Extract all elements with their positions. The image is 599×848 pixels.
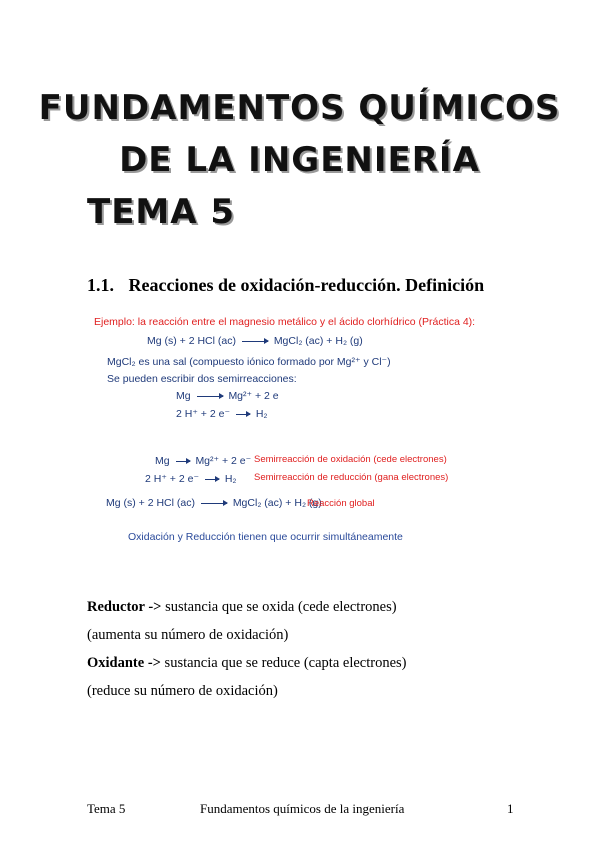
page-number: 1 [507,801,514,816]
example-title: Ejemplo: la reacción entre el magnesio metálico y el ácido clorhídrico (Práctica 4): [94,316,476,328]
oxidante-note: (reduce su número de oxidación) [87,683,278,699]
title-line-2: DE LA INGENIERÍA [119,140,480,180]
red-lhs: 2 H⁺ + 2 e⁻ [145,473,199,485]
title-line-3: TEMA 5 [87,192,236,232]
simultaneous-note: Oxidación y Reducción tienen que ocurrir simultáneamente [128,531,403,543]
reductor-note: (aumenta su número de oxidación) [87,627,289,643]
global-rhs: MgCl₂ (ac) + H₂ (g) [232,497,322,509]
section-number: 1.1. [87,275,114,295]
reductor-def: sustancia que se oxida (cede electrones) [161,599,397,615]
reaction-main [147,335,363,347]
red-rhs: H₂ [224,473,237,485]
arrow-icon [236,414,250,415]
section-heading [87,275,484,296]
half1-lhs: Mg [176,390,191,402]
half-reaction-1 [176,390,279,402]
oxidante-def: sustancia que se reduce (capta electrones) [160,655,407,671]
global-label: Reacción global [307,498,375,509]
reduction-half-reaction [145,473,237,485]
oxidante-term: Oxidante -> [87,655,161,671]
reductor-term: Reductor -> [87,599,162,615]
reaction-rhs: MgCl₂ (ac) + H₂ (g) [273,335,363,347]
half-intro: Se pueden escribir dos semirreacciones: [107,373,297,385]
half2-lhs: 2 H⁺ + 2 e⁻ [176,408,230,420]
footer-center: Fundamentos químicos de la ingeniería [200,801,405,816]
footer-left: Tema 5 [87,801,126,816]
title-line-1: FUNDAMENTOS QUÍMICOS [38,88,561,128]
arrow-icon [205,479,219,480]
section-title: Reacciones de oxidación-reducción. Definición [128,275,485,295]
global-reaction [106,497,322,509]
oxidation-half-reaction [155,455,251,467]
arrow-icon [242,341,268,342]
oxidante-definition [87,655,407,672]
arrow-icon [176,461,190,462]
ox-rhs: Mg²⁺ + 2 e⁻ [195,455,252,467]
reduction-label: Semirreacción de reducción (gana electrones) [254,472,449,483]
half2-rhs: H₂ [255,408,268,420]
reductor-definition [87,599,397,616]
half1-rhs: Mg²⁺ + 2 e [228,390,279,402]
reaction-lhs: Mg (s) + 2 HCl (ac) [147,335,236,347]
salt-note: MgCl₂ es una sal (compuesto iónico formado por Mg²⁺ y Cl⁻) [107,356,391,368]
ox-lhs: Mg [155,455,170,467]
arrow-icon [201,503,227,504]
oxidation-label: Semirreacción de oxidación (cede electrones) [254,454,447,465]
arrow-icon [197,396,223,397]
half-reaction-2 [176,408,268,420]
global-lhs: Mg (s) + 2 HCl (ac) [106,497,195,509]
